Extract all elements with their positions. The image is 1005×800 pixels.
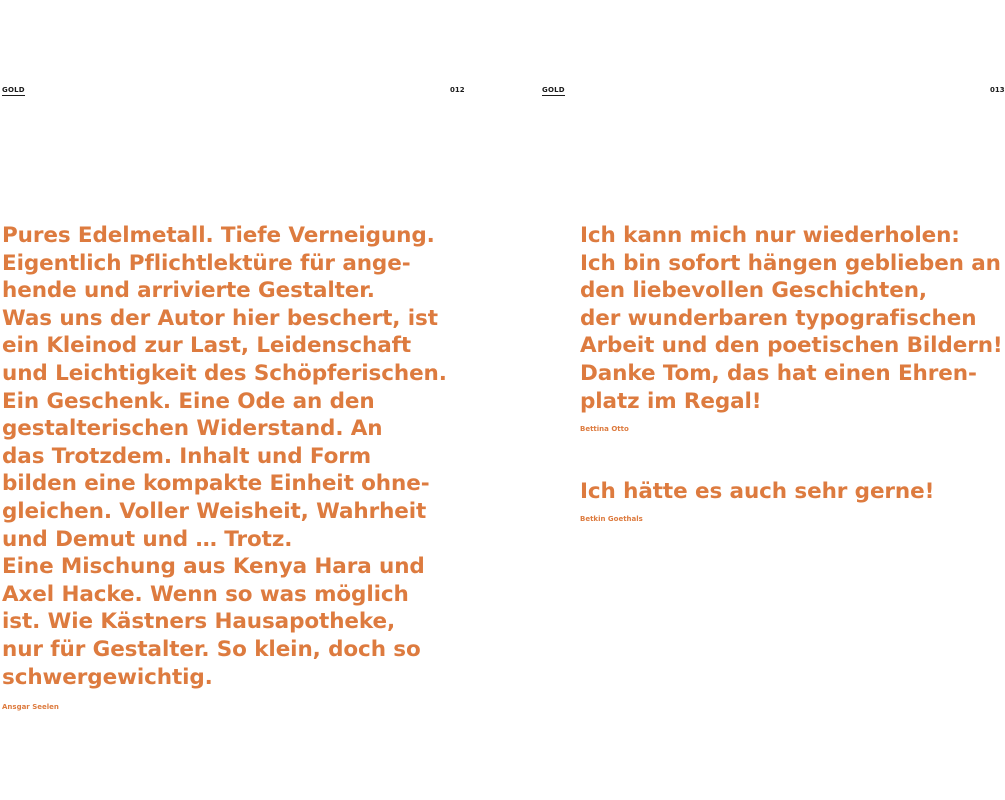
- quote-line: Eine Mischung aus Kenya Hara und: [2, 554, 425, 580]
- quote-line: der wunderbaren typografischen: [580, 305, 977, 331]
- quote-line: ist. Wie Kästners Hausapotheke,: [2, 609, 396, 635]
- quote-line: und Leichtigkeit des Schöpferischen.: [2, 360, 447, 386]
- testimonial-quote: [580, 478, 934, 506]
- left-page: [0, 0, 470, 800]
- right-page: [540, 0, 1005, 800]
- quote-line: das Trotzdem. Inhalt und Form: [2, 443, 372, 469]
- quote-line: Axel Hacke. Wenn so was möglich: [2, 581, 409, 607]
- quote-line: den liebevollen Geschichten,: [580, 278, 927, 304]
- quote-line: hende und arrivierte Gestalter.: [2, 278, 375, 304]
- quote-line: Was uns der Autor hier beschert, ist: [2, 305, 438, 331]
- quote-author: Ansgar Seelen: [2, 703, 59, 711]
- quote-line: gestalterischen Widerstand. An: [2, 416, 383, 442]
- quote-line: platz im Regal!: [580, 388, 762, 414]
- brand-label: GOLD: [2, 86, 25, 94]
- quote-line: Danke Tom, das hat einen Ehren-: [580, 360, 977, 386]
- quote-line: Arbeit und den poetischen Bildern!: [580, 333, 1003, 359]
- quote-line: und Demut und … Trotz.: [2, 526, 293, 552]
- page-number: 013: [990, 86, 1005, 94]
- quote-author: Betkin Goethals: [580, 515, 643, 523]
- quote-line: Eigentlich Pflichtlektüre für ange-: [2, 250, 411, 276]
- quote-line: Ich bin sofort hängen geblieben an: [580, 250, 1001, 276]
- quote-line: Ich kann mich nur wiederholen:: [580, 223, 960, 248]
- brand-label: GOLD: [542, 86, 565, 94]
- page-number: 012: [450, 86, 465, 94]
- quote-line: schwergewichtig.: [2, 664, 213, 690]
- quote-line: ein Kleinod zur Last, Leidenschaft: [2, 333, 412, 359]
- quote-line: Ein Geschenk. Eine Ode an den: [2, 388, 375, 414]
- testimonial-quote: [580, 222, 1003, 415]
- quote-line: nur für Gestalter. So klein, doch so: [2, 636, 421, 662]
- quote-author: Bettina Otto: [580, 425, 629, 433]
- testimonial-quote: [2, 222, 447, 691]
- quote-line: bilden eine kompakte Einheit ohne-: [2, 471, 430, 497]
- quote-line: Ich hätte es auch sehr gerne!: [580, 479, 935, 504]
- quote-line: Pures Edelmetall. Tiefe Verneigung.: [2, 223, 435, 248]
- quote-line: gleichen. Voller Weisheit, Wahrheit: [2, 498, 427, 524]
